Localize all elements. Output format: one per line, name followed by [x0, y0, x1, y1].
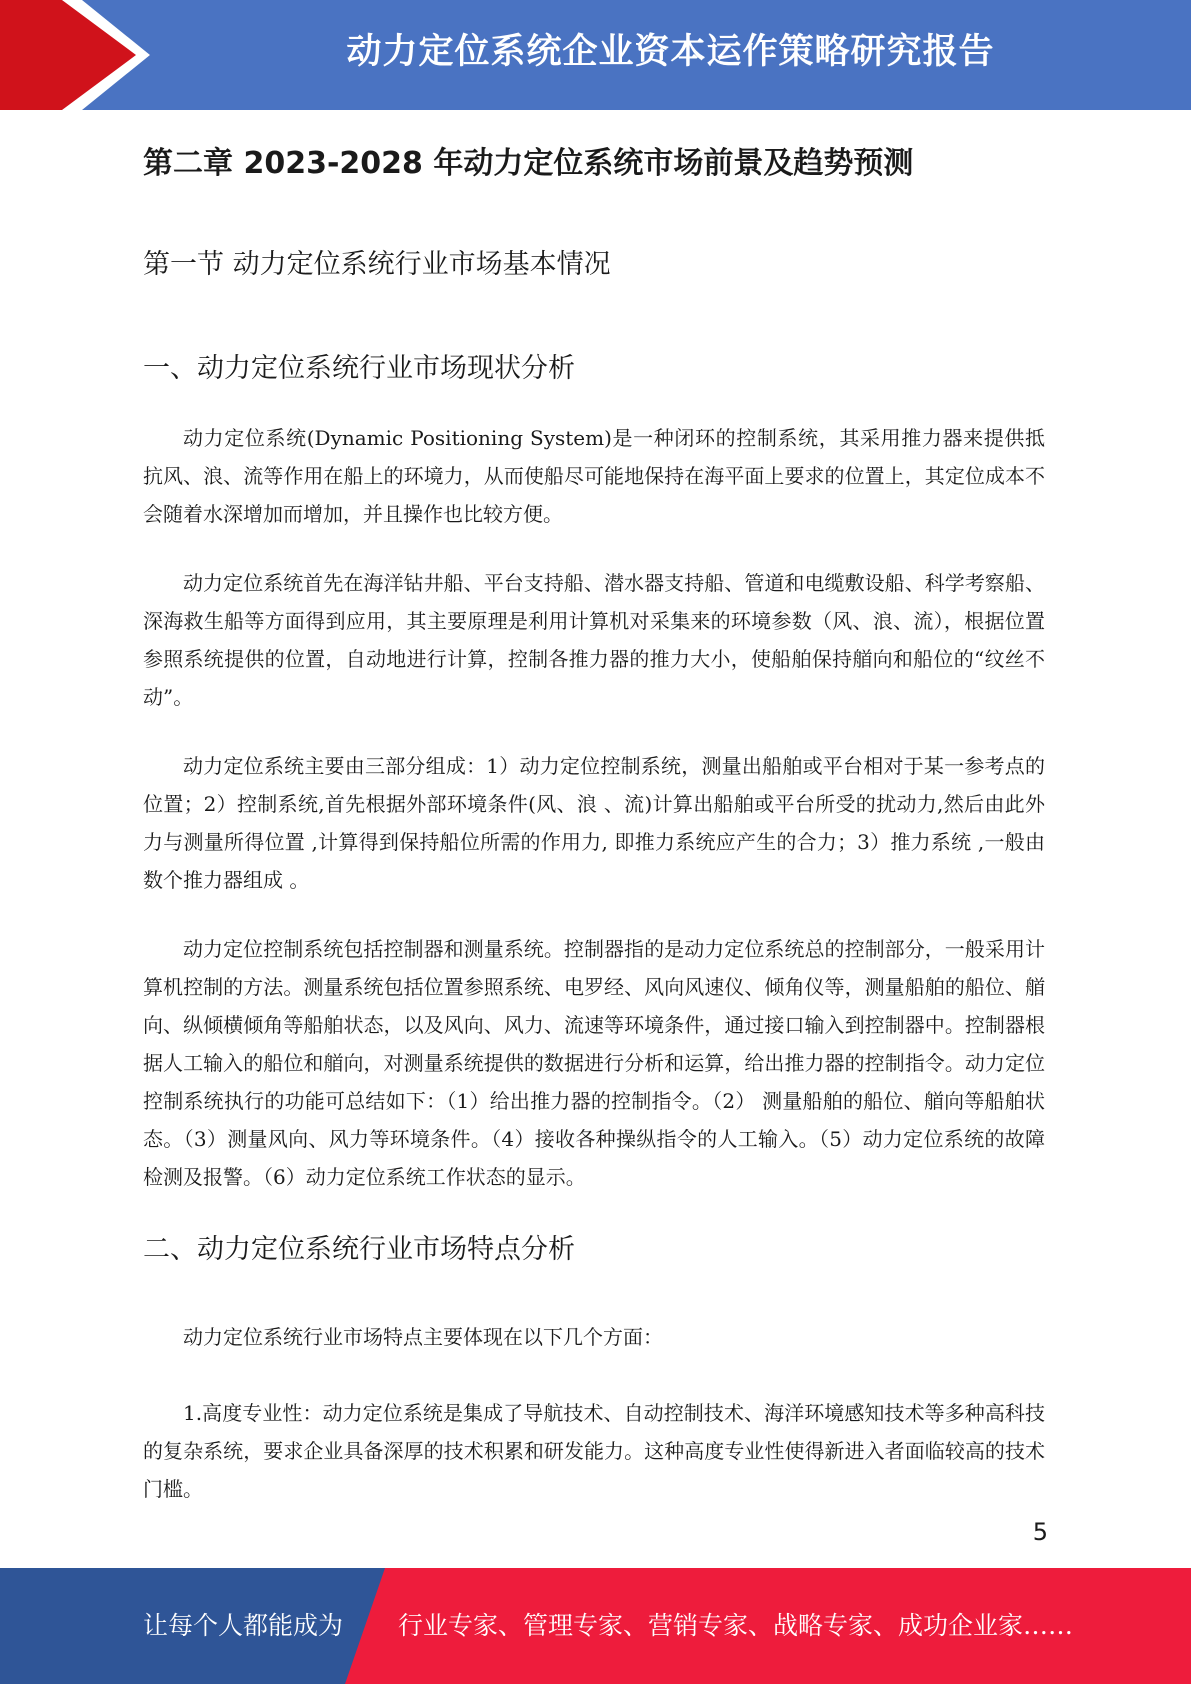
- subsection-title: 一、动力定位系统行业市场现状分析: [143, 353, 575, 384]
- footer-slogan-right: 行业专家、管理专家、营销专家、战略专家、成功企业家……: [398, 1611, 1074, 1640]
- body-paragraph: 动力定位系统首先在海洋钻井船、平台支持船、潜水器支持船、管道和电缆敷设船、科学考察船、深海救生船等方面得到应用，其主要原理是利用计算机对采集来的环境参数（风、浪、流），根据位置参照系统提供的位置，自动地进行计算，控制各推力器的推力大小，使船舶保持艏向和船位的“纹丝不动”。: [143, 571, 1045, 709]
- page-number: 5: [1032, 1518, 1048, 1546]
- header-chevron-graphic: [0, 0, 160, 110]
- subsection-title: 二、动力定位系统行业市场特点分析: [143, 1234, 575, 1265]
- body-paragraph: 1.高度专业性：动力定位系统是集成了导航技术、自动控制技术、海洋环境感知技术等多种高科技的复杂系统，要求企业具备深厚的技术积累和研发能力。这种高度专业性使得新进入者面临较高的技术门槛。: [143, 1401, 1045, 1501]
- report-title: 动力定位系统企业资本运作策略研究报告: [346, 32, 995, 72]
- footer-slogan-left: 让每个人都能成为: [143, 1611, 344, 1640]
- chapter-title: 第二章 2023-2028 年动力定位系统市场前景及趋势预测: [143, 146, 914, 181]
- body-paragraph: 动力定位控制系统包括控制器和测量系统。控制器指的是动力定位系统总的控制部分，一般采用计算机控制的方法。测量系统包括位置参照系统、电罗经、风向风速仪、倾角仪等，测量船舶的船位、艏向、纵倾横倾角等船舶状态，以及风向、风力、流速等环境条件，通过接口输入到控制器中。控制器根据人工输入的船位和艏向，对测量系统提供的数据进行分析和运算，给出推力器的控制指令。动力定位控制系统执行的功能可总结如下：（1）给出推力器的控制指令。（2） 测量船舶的船位、艏向等船舶状态。（3）测量风向、风力等环境条件。（4）接收各种操纵指令的人工输入。（5）动力定位系统的故障检测及报警。（6）动力定位系统工作状态的显示。: [143, 937, 1045, 1189]
- header-banner: [0, 0, 1191, 110]
- body-paragraph: 动力定位系统主要由三部分组成：1）动力定位控制系统，测量出船舶或平台相对于某一参考点的位置；2）控制系统,首先根据外部环境条件(风、浪 、流)计算出船舶或平台所受的扰动力,然后由此外力与测量所得位置 ,计算得到保持船位所需的作用力, 即推力系统应产生的合力；3）推力系统 ,一般由数个推力器组成 。: [143, 754, 1045, 892]
- body-paragraph: 动力定位系统(Dynamic Positioning System)是一种闭环的控制系统，其采用推力器来提供抵抗风、浪、流等作用在船上的环境力，从而使船尽可能地保持在海平面上要求的位置上，其定位成本不会随着水深增加而增加，并且操作也比较方便。: [143, 426, 1045, 526]
- section-title: 第一节 动力定位系统行业市场基本情况: [143, 249, 611, 280]
- body-paragraph: 动力定位系统行业市场特点主要体现在以下几个方面：: [183, 1325, 663, 1349]
